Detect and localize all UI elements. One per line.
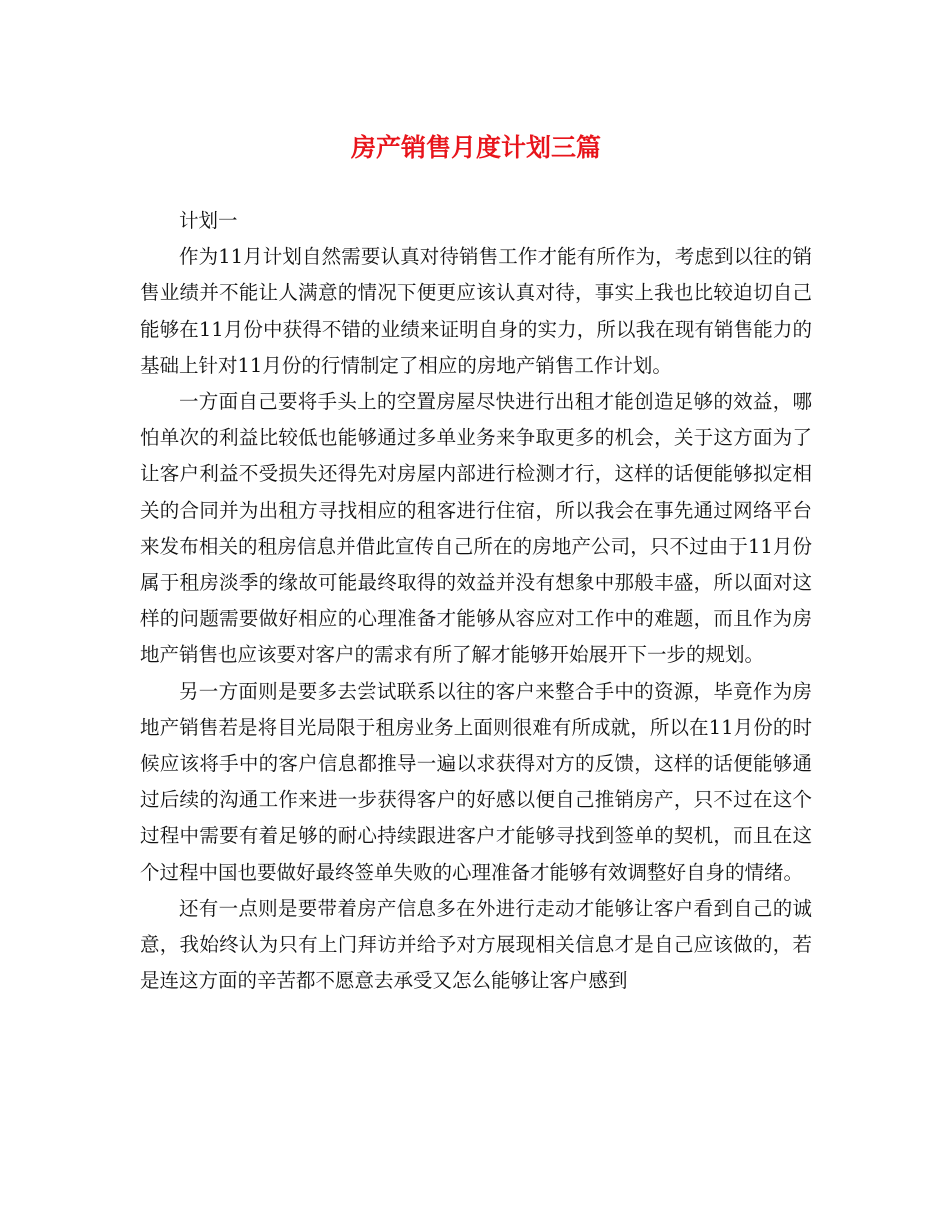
section-heading: 计划一 — [179, 209, 238, 232]
document-body — [140, 203, 812, 999]
paragraph: 作为11月计划自然需要认真对待销售工作才能有所作为，考虑到以往的销售业绩并不能让人满意的情况下便更应该认真对待，事实上我也比较迫切自己能够在11月份中获得不错的业绩来证明自身的实力，所以我在现有销售能力的基础上针对11月份的行情制定了相应的房地产销售工作计划。 — [140, 245, 812, 377]
paragraph: 还有一点则是要带着房产信息多在外进行走动才能够让客户看到自己的诚意，我始终认为只有上门拜访并给予对方展现相关信息才是自己应该做的，若是连这方面的辛苦都不愿意去承受又怎么能够让客户感到 — [140, 896, 812, 993]
paragraph: 一方面自己要将手头上的空置房屋尽快进行出租才能创造足够的效益，哪怕单次的利益比较低也能够通过多单业务来争取更多的机会，关于这方面为了让客户利益不受损失还得先对房屋内部进行检测才行，这样的话便能够拟定相关的合同并为出租方寻找相应的租客进行住宿，所以我会在事先通过网络平台来发布相关的租房信息并借此宣传自己所在的房地产公司，只不过由于11月份属于租房淡季的缘故可能最终取得的效益并没有想象中那般丰盛，所以面对这样的问题需要做好相应的心理准备才能够从容应对工作中的难题，而且作为房地产销售也应该要对客户的需求有所了解才能够开始展开下一步的规划。 — [140, 390, 812, 667]
paragraph: 另一方面则是要多去尝试联系以往的客户来整合手中的资源，毕竟作为房地产销售若是将目光局限于租房业务上面则很难有所成就，所以在11月份的时候应该将手中的客户信息都推导一遍以求获得对方的反馈，这样的话便能够通过后续的沟通工作来进一步获得客户的好感以便自己推销房产，只不过在这个过程中需要有着足够的耐心持续跟进客户才能够寻找到签单的契机，而且在这个过程中国也要做好最终签单失败的心理准备才能够有效调整好自身的情绪。 — [140, 679, 812, 884]
document-title: 房产销售月度计划三篇 — [350, 133, 601, 162]
